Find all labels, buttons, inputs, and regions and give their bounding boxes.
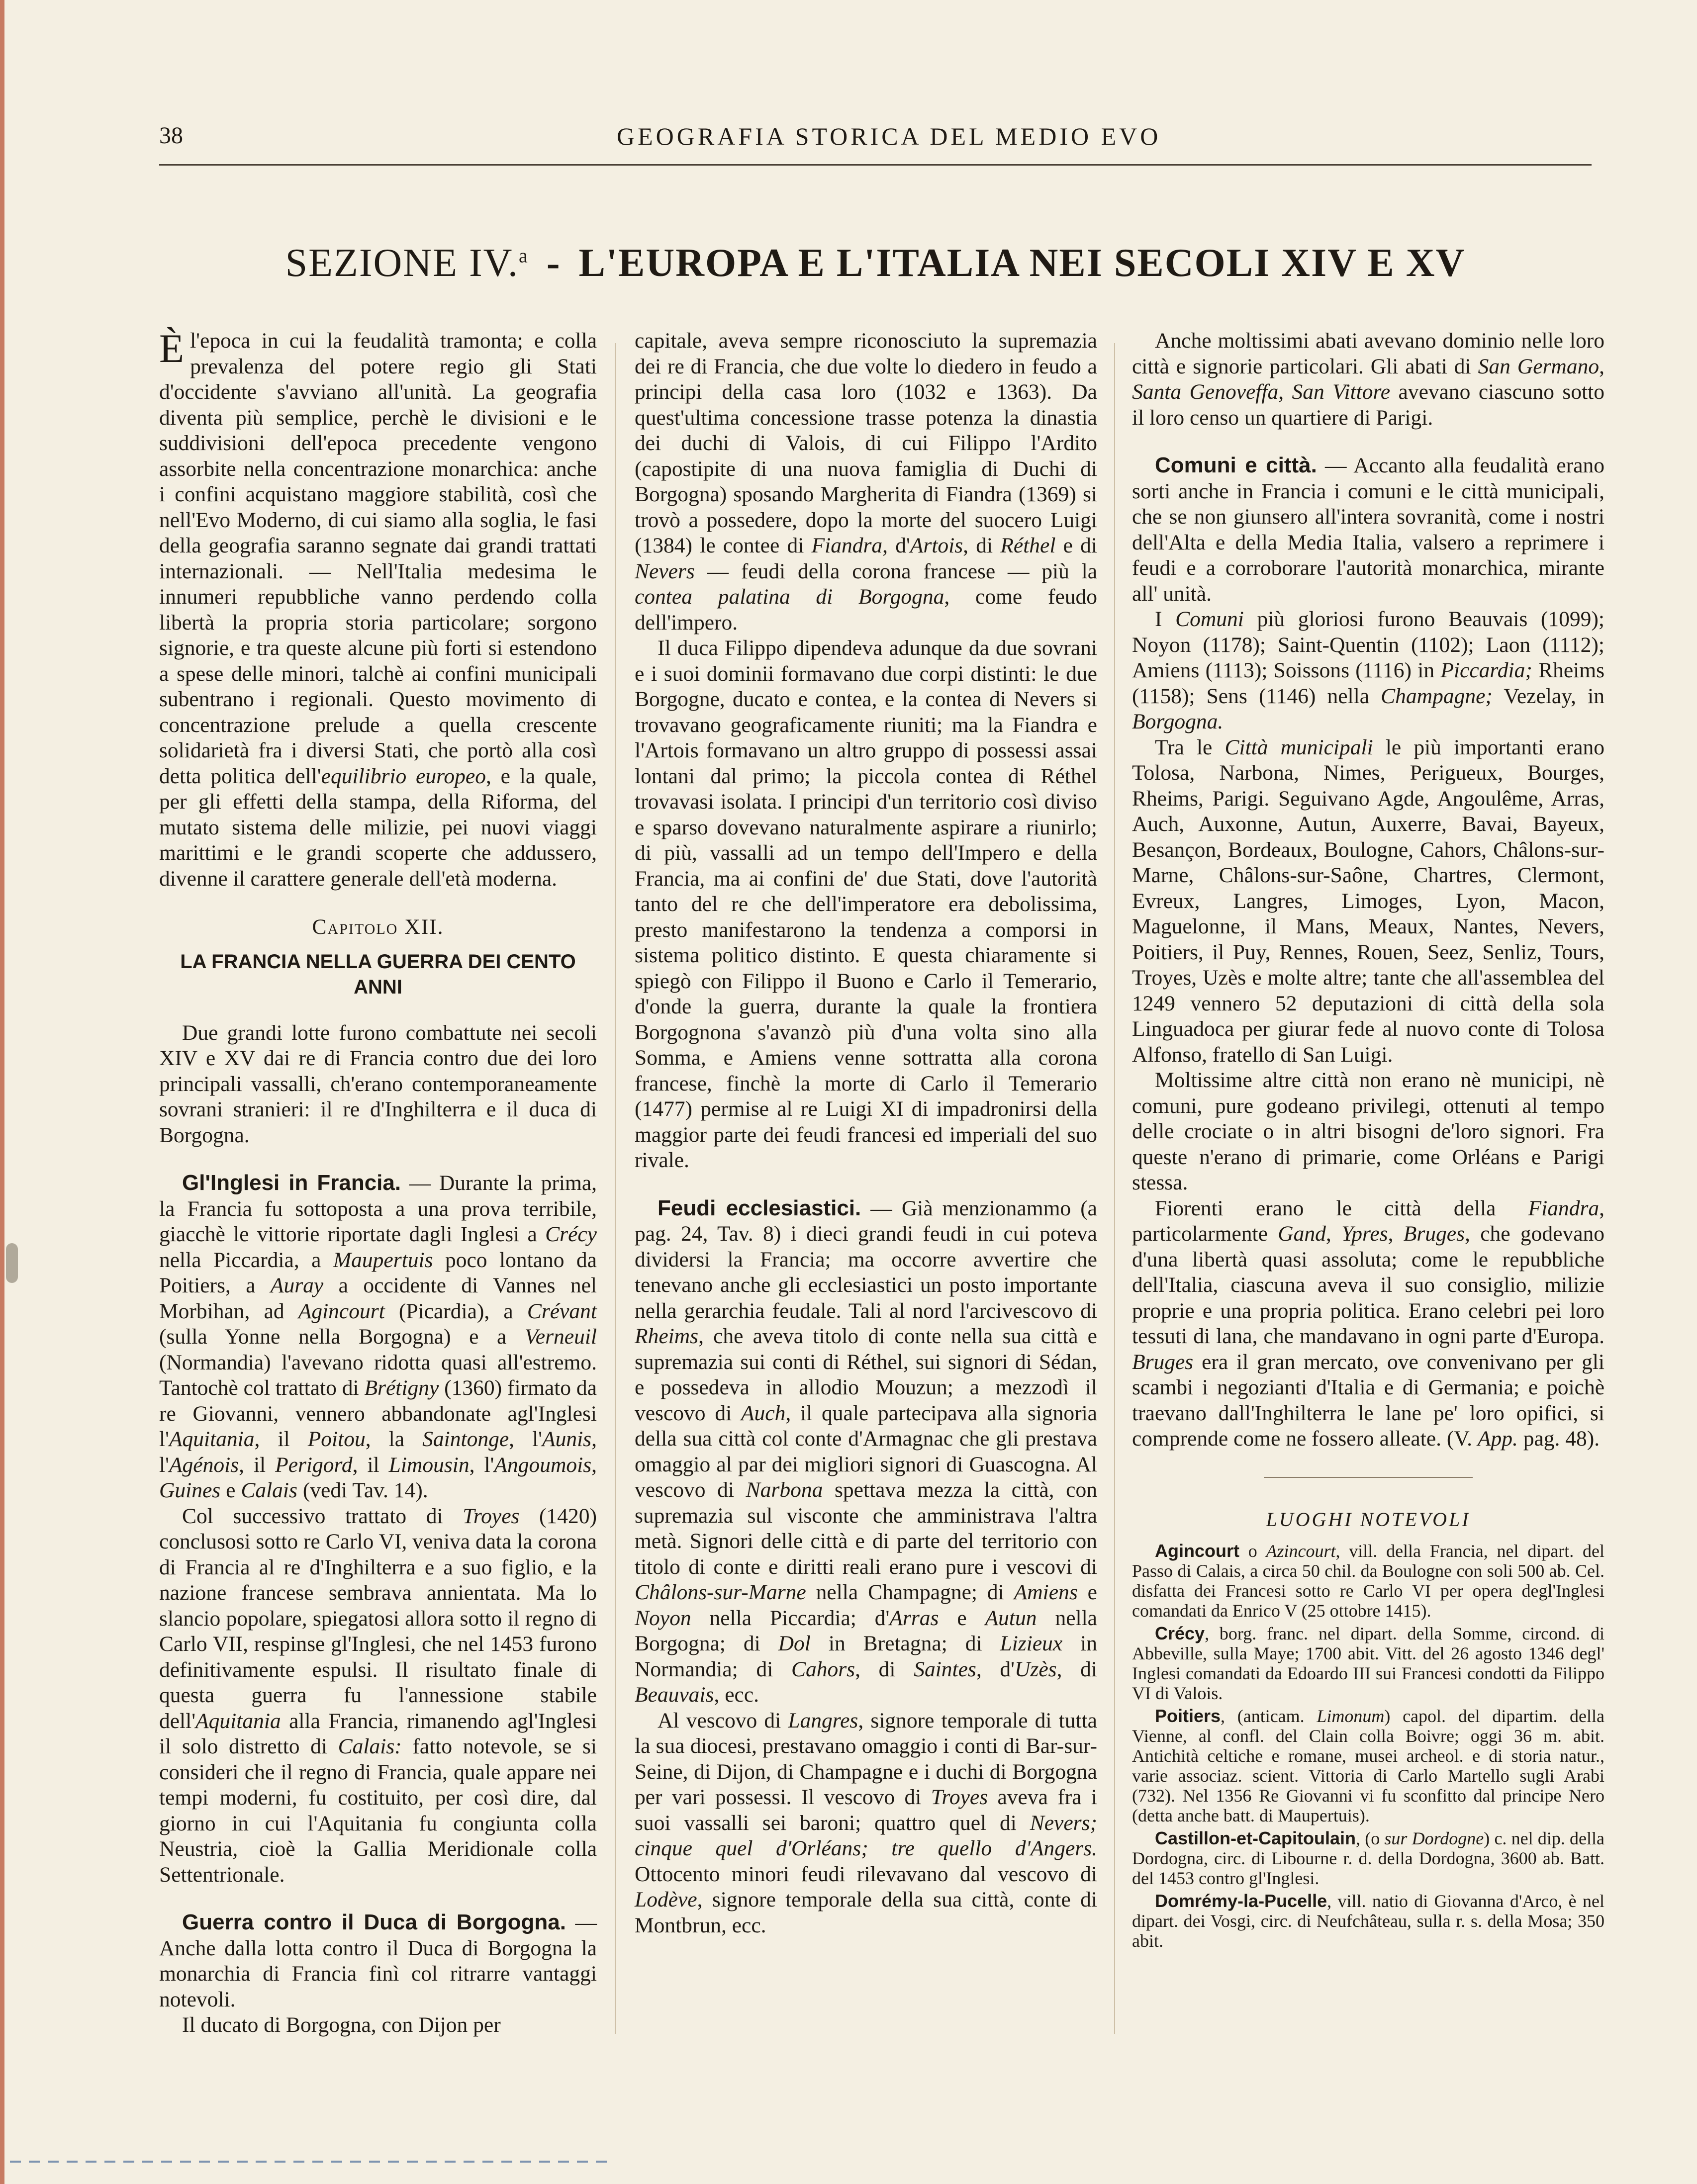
paragraph-troyes: Col successivo trattato di Troyes (1420) conclusosi sotto re Carlo VI, veniva data la corona di Francia al re d'Inghilterra e a suo figlio, e la nazione francese sembrava annientata. Ma lo slancio popolare, spiegatosi allora sotto il regno di Carlo VII, respinse gl'Inglesi, che nel 1453 furono definitivamente espulsi. Il risultato finale di questa guerra fu l'annessione stabile dell'Aquitania alla Francia, rimanendo agl'Inglesi il solo distretto di Calais: fatto notevole, se si consideri che il regno di Francia, quale appare nei tempi moderni, fu costituito, per così dire, dal giorno in cui l'Aquitania fu congiunta colla Neustria, cioè la Gallia Meridionale colla Settentrionale. [159, 1504, 597, 1887]
paragraph-langres: Al vescovo di Langres, signore temporale di tutta la sua diocesi, prestavano omaggio i conti di Bar-sur-Seine, di Dijon, di Champagne e i duchi di Borgogna per vari possessi. Il vescovo di Troyes aveva fra i suoi vassalli sei baroni; quattro quel di Nevers; cinque quel d'Orléans; tre quello d'Angers. Ottocento minori feudi rilevavano dal vescovo di Lodève, signore temporale della sua città, conte di Montbrun, ecc. [635, 1708, 1097, 1937]
paragraph-feudi: Feudi ecclesiastici. — Già menzionammo (a pag. 24, Tav. 8) i dieci grandi feudi in cui poteva dividersi la Francia; ma occorre avvertire che tenevano anche gli ecclesiastici un posto importante nella gerarchia feudale. Tali al nord l'arcivescovo di Rheims, che aveva titolo di conte nella sua città e supremazia sui conti di Réthel, sui signori di Sédan, e possedeva in allodio Mouzun; a mezzodì il vescovo di Auch, il quale partecipava alla signoria della sua città col conte d'Armagnac che gli prestava omaggio al par dei migliori signori di Guascogna. Al vescovo di Narbona spettava mezza la città, con supremazia sul visconte che amministrava l'altra metà. Signori delle città e di parte del territorio con titolo di conte e diritti reali erano pure i vescovi di Châlons-sur-Marne nella Champagne; di Amiens e Noyon nella Piccardia; d'Arras e Autun nella Borgogna; di Dol in Bretagna; di Lizieux in Normandia; di Cahors, di Saintes, d'Uzès, di Beauvais, ecc. [635, 1195, 1098, 1707]
subsection-heading: Feudi ecclesiastici. [658, 1195, 861, 1220]
running-head [159, 122, 1592, 157]
entry-pre: o [1239, 1541, 1266, 1561]
page-edge [0, 0, 4, 2184]
page-number: 38 [159, 122, 183, 149]
paragraph-borgogna: Guerra contro il Duca di Borgogna. — Anche dalla lotta contro il Duca di Borgogna la monarchia di Francia finì col ritrarre vantaggi notevoli. [159, 1910, 597, 2011]
chapter-title: LA FRANCIA NELLA GUERRA DEI CENTO ANNI [180, 950, 576, 998]
paragraph-filippo: Il duca Filippo dipendeva adunque da due sovrani e i suoi dominii formavano due corpi distinti: le due Borgogne, ducato e contea, e la contea di Nevers si trovavano geograficamente riuniti; ma la Fiandra e l'Artois formavano un altro gruppo di possessi assai lontani dal primo; la piccola contea di Réthel trovavasi isolata. I principi d'un territorio così diviso e sparso dovevano naturalmente aspirare a riunirlo; di più, vassalli ad un tempo dell'Impero e della Francia, ma ai confini de' due Stati, dove l'autorità tanto del re che dell'imperatore era debolissima, presto manifestarono la tendenza a comporsi in sistema politico distinto. E questa chiaramente si spiegò con Filippo il Buono e Carlo il Temerario, d'onde la guerra, durante la quale la frontiera Borgognona s'avanzò più d'una volta sino alla Somma, e Amiens venne sottratta alla corona francese, finchè la morte di Carlo il Temerario (1477) permise al re Luigi XI di impadronirsi della maggior parte dei feudi francesi ed imperiali del suo rivale. [635, 636, 1097, 1172]
section-heading: L'EUROPA E L'ITALIA NEI SECOLI XIV E XV [578, 241, 1466, 285]
bottom-scan-marks [10, 2161, 607, 2163]
paragraph-inglesi: Gl'Inglesi in Francia. — Durante la prima, la Francia fu sottoposta a una prova terribile, giacchè le vittorie riportate dagli Inglesi a Crécy nella Piccardia, a Maupertuis poco lontano da Poitiers, a Auray a occidente di Vannes nel Morbihan, ad Agincourt (Picardia), a Crévant (sulla Yonne nella Borgogna) e a Verneuil (Normandia) l'avevano ridotta quasi all'estremo. Tantochè col trattato di Brétigny (1360) firmato da re Giovanni, vennero abbandonate agl'Inglesi l'Aquitania, il Poitou, la Saintonge, l'Aunis, l'Agénois, il Perigord, il Limousin, l'Angoumois, Guines e Calais (vedi Tav. 14). [159, 1171, 597, 1502]
entry-italic: sur Dordogne [1384, 1828, 1484, 1848]
entry-text: ) c. nel dip. della Dordogna, circ. di Libourne r. d. della Dordogna, 3600 ab. Batt. del 1453 contro gl'Inglesi. [1132, 1828, 1604, 1888]
header-rule [159, 164, 1592, 166]
notevoli-entry [1132, 1706, 1604, 1825]
notevoli-entry [1132, 1828, 1604, 1888]
intro-paragraph: Èl'epoca in cui la feudalità tramonta; e colla prevalenza del potere regio gli Stati d'occidente s'avviano all'unità. La geografia diventa più semplice, perchè le divisioni e le suddivisioni dell'epoca precedente vengono assorbite nella concentrazione monarchica: anche i confini acquistano maggiore stabilità, così che nell'Evo Moderno, di cui siamo alla soglia, le fasi della geografia saranno segnate dai grandi trattati internazionali. — Nell'Italia medesima le innumeri repubbliche vanno perdendo colla libertà la propria storia particolare; sorgono signorie, e tra queste alcune più forti si estendono a spese delle minori, talchè ai confini municipali subentrano i regionali. Questo movimento di concentrazione prelude a quella crescente solidarietà fra i diversi Stati, che portò alla così detta politica dell'equilibrio europeo, e la quale, per gli effetti della stampa, della Riforma, del mutato sistema delle milizie, pei nuovi viaggi marittimi e le grandi scoperte che addussero, divenne il carattere generale dell'età moderna. [159, 326, 597, 891]
entry-pre: , (anticam. [1221, 1706, 1317, 1726]
entry-text: ) capol. del dipartim. della Vienne, al confl. del Clain colla Boivre; oggi 36 m. abit. Antichità celtiche e romane, musei archeol. e di storia natur., varie associaz. scient. Vittoria di Carlo Martello sugli Arabi (732). Nel 1356 Re Giovanni vi fu sconfitto dal principe Nero (detta anche batt. di Maupertuis). [1132, 1706, 1604, 1825]
section-label-sup: a [519, 244, 529, 267]
column-2 [635, 328, 1097, 1938]
entry-name: Castillon-et-Capitoulain [1155, 1828, 1356, 1848]
entry-text: , vill. della Francia, nel dipart. del Passo di Calais, a circa 50 chil. da Boulogne con soli 500 ab. Cel. disfatta dei Francesi sotto re Carlo VI per opera degl'Inglesi comandati da Enrico V (25 ottobre 1415). [1132, 1541, 1604, 1621]
paragraph-moltissime: Moltissime altre città non erano nè municipi, nè comuni, pure godeano privilegi, ottenuti al tempo delle crociate o in altri bisogni de'loro signori. Fra queste n'erano di primarie, come Orléans e Parigi stessa. [1132, 1068, 1604, 1194]
section-label: SEZIONE IV. [285, 241, 519, 285]
subsection-heading: Comuni e città. [1155, 453, 1317, 477]
entry-italic: Azincourt [1266, 1541, 1336, 1561]
running-title: GEOGRAFIA STORICA DEL MEDIO EVO [617, 122, 1161, 150]
column-divider [615, 343, 616, 2034]
drop-cap: È [159, 326, 185, 371]
entry-text: , vill. natio di Giovanna d'Arco, è nel dipart. dei Vosgi, circ. di Neufchâteau, sulla r. s. della Mosa; 350 abit. [1132, 1891, 1604, 1951]
paragraph-ducato: Il ducato di Borgogna, con Dijon per [182, 2013, 501, 2037]
entry-italic: Limonum [1317, 1706, 1385, 1726]
paragraph-fiorenti: Fiorenti erano le città della Fiandra, particolarmente Gand, Ypres, Bruges, che godevano d'una libertà quasi assoluta; come le repubbliche dell'Italia, ciascuna aveva il suo consiglio, milizie proprie e una propria politica. Erano celebri pei loro tessuti di lana, che mandavano in ogni parte d'Europa. Bruges era il gran mercato, ove convenivano per gli scambi i negozianti d'Italia e di Germania; e poichè traevano dall'Inghilterra le lane pe' loro opifici, si comprende come ne fossero alleate. (V. App. pag. 48). [1132, 1196, 1605, 1451]
subsection-heading: Guerra contro il Duca di Borgogna. [182, 1910, 566, 1934]
column-divider [1114, 343, 1115, 2034]
paragraph-abati: Anche moltissimi abati avevano dominio nelle loro città e signorie particolari. Gli abati di San Germano, Santa Genoveffa, San Vittore avevano ciascuno sotto il loro censo un quartiere di Parigi. [1132, 329, 1604, 430]
section-title [159, 241, 1592, 286]
paragraph-citta: Tra le Città municipali le più importanti erano Tolosa, Narbona, Nimes, Perigueux, Bourges, Rheims, Parigi. Seguivano Agde, Angoulême, Arras, Auch, Auxonne, Autun, Auxerre, Bavai, Bayeux, Besançon, Bordeaux, Boulogne, Cahors, Châlons-sur-Marne, Châlons-sur-Saône, Chartres, Clermont, Evreux, Langres, Limoges, Lyon, Macon, Maguelonne, il Mans, Meaux, Nantes, Nevers, Poitiers, il Puy, Rennes, Rouen, Seez, Senliz, Tours, Troyes, Uzès e molte altre; tante che all'assemblea del 1249 vennero 52 deputazioni di città della sola Linguadoca per giurar fede al nuovo conte di Tolosa Alfonso, fratello di San Luigi. [1132, 735, 1604, 1067]
entry-name: Agincourt [1155, 1541, 1239, 1561]
chapter-intro: Due grandi lotte furono combattute nei secoli XIV e XV dai re di Francia contro due dei loro principali vassalli, ch'erano contemporaneamente sovrani stranieri: il re d'Inghilterra e il duca di Borgogna. [159, 1020, 597, 1147]
notevoli-entry [1132, 1541, 1604, 1621]
section-separator: - [546, 241, 561, 285]
entry-name: Crécy [1155, 1623, 1205, 1643]
notevoli-rule [1264, 1477, 1473, 1478]
entry-text: , borg. franc. nel dipart. della Somme, circond. di Abbeville, sulla Maye; 1700 abit. Vitt. del 26 agosto 1346 degl' Inglesi comandati da Edoardo III sui Francesi condotti da Filippo VI di Valois. [1132, 1624, 1604, 1703]
entry-name: Domrémy-la-Pucelle [1155, 1891, 1327, 1911]
column-1 [159, 328, 597, 2038]
notevoli-entry [1132, 1891, 1604, 1951]
entry-name: Poitiers [1155, 1706, 1221, 1726]
paragraph-capitale: capitale, aveva sempre riconosciuto la supremazia dei re di Francia, che due volte lo diedero in feudo a principi della casa loro (1032 e 1363). Da quest'ultima concessione trasse potenza la dinastia dei duchi di Valois, di cui Filippo l'Ardito (capostipite di una nuova famiglia di Duchi di Borgogna) sposando Margherita di Fiandra (1369) si trovò a possedere, dopo la morte del suocero Luigi (1384) le contee di Fiandra, d'Artois, di Réthel e di Nevers — feudi della corona francese — più la contea palatina di Borgogna, come feudo dell'impero. [635, 329, 1097, 635]
column-3 [1132, 328, 1604, 1951]
paragraph-comuni-list: I Comuni più gloriosi furono Beauvais (1099); Noyon (1178); Saint-Quentin (1102); Laon (1112); Amiens (1113); Soissons (1116) in Piccardia; Rheims (1158); Sens (1146) nella Champagne; Vezelay, in Borgogna. [1132, 607, 1605, 733]
page-stain [6, 1243, 18, 1283]
subsection-heading: Gl'Inglesi in Francia. [182, 1171, 401, 1195]
chapter-label: Capitolo XII. [312, 915, 444, 939]
paragraph-comuni: Comuni e città. — Accanto alla feudalità erano sorti anche in Francia i comuni e le città municipali, che se non giunsero all'intera sovranità, come i nostri dell'Alta e della Media Italia, valsero a reprimere i feudi e a corroborare l'autorità monarchica, mirante all' unità. [1132, 453, 1605, 606]
notevoli-title: LUOGHI NOTEVOLI [1266, 1508, 1471, 1531]
notevoli-list [1132, 1541, 1604, 1951]
notevoli-entry [1132, 1624, 1604, 1703]
entry-pre: , (o [1356, 1828, 1385, 1848]
